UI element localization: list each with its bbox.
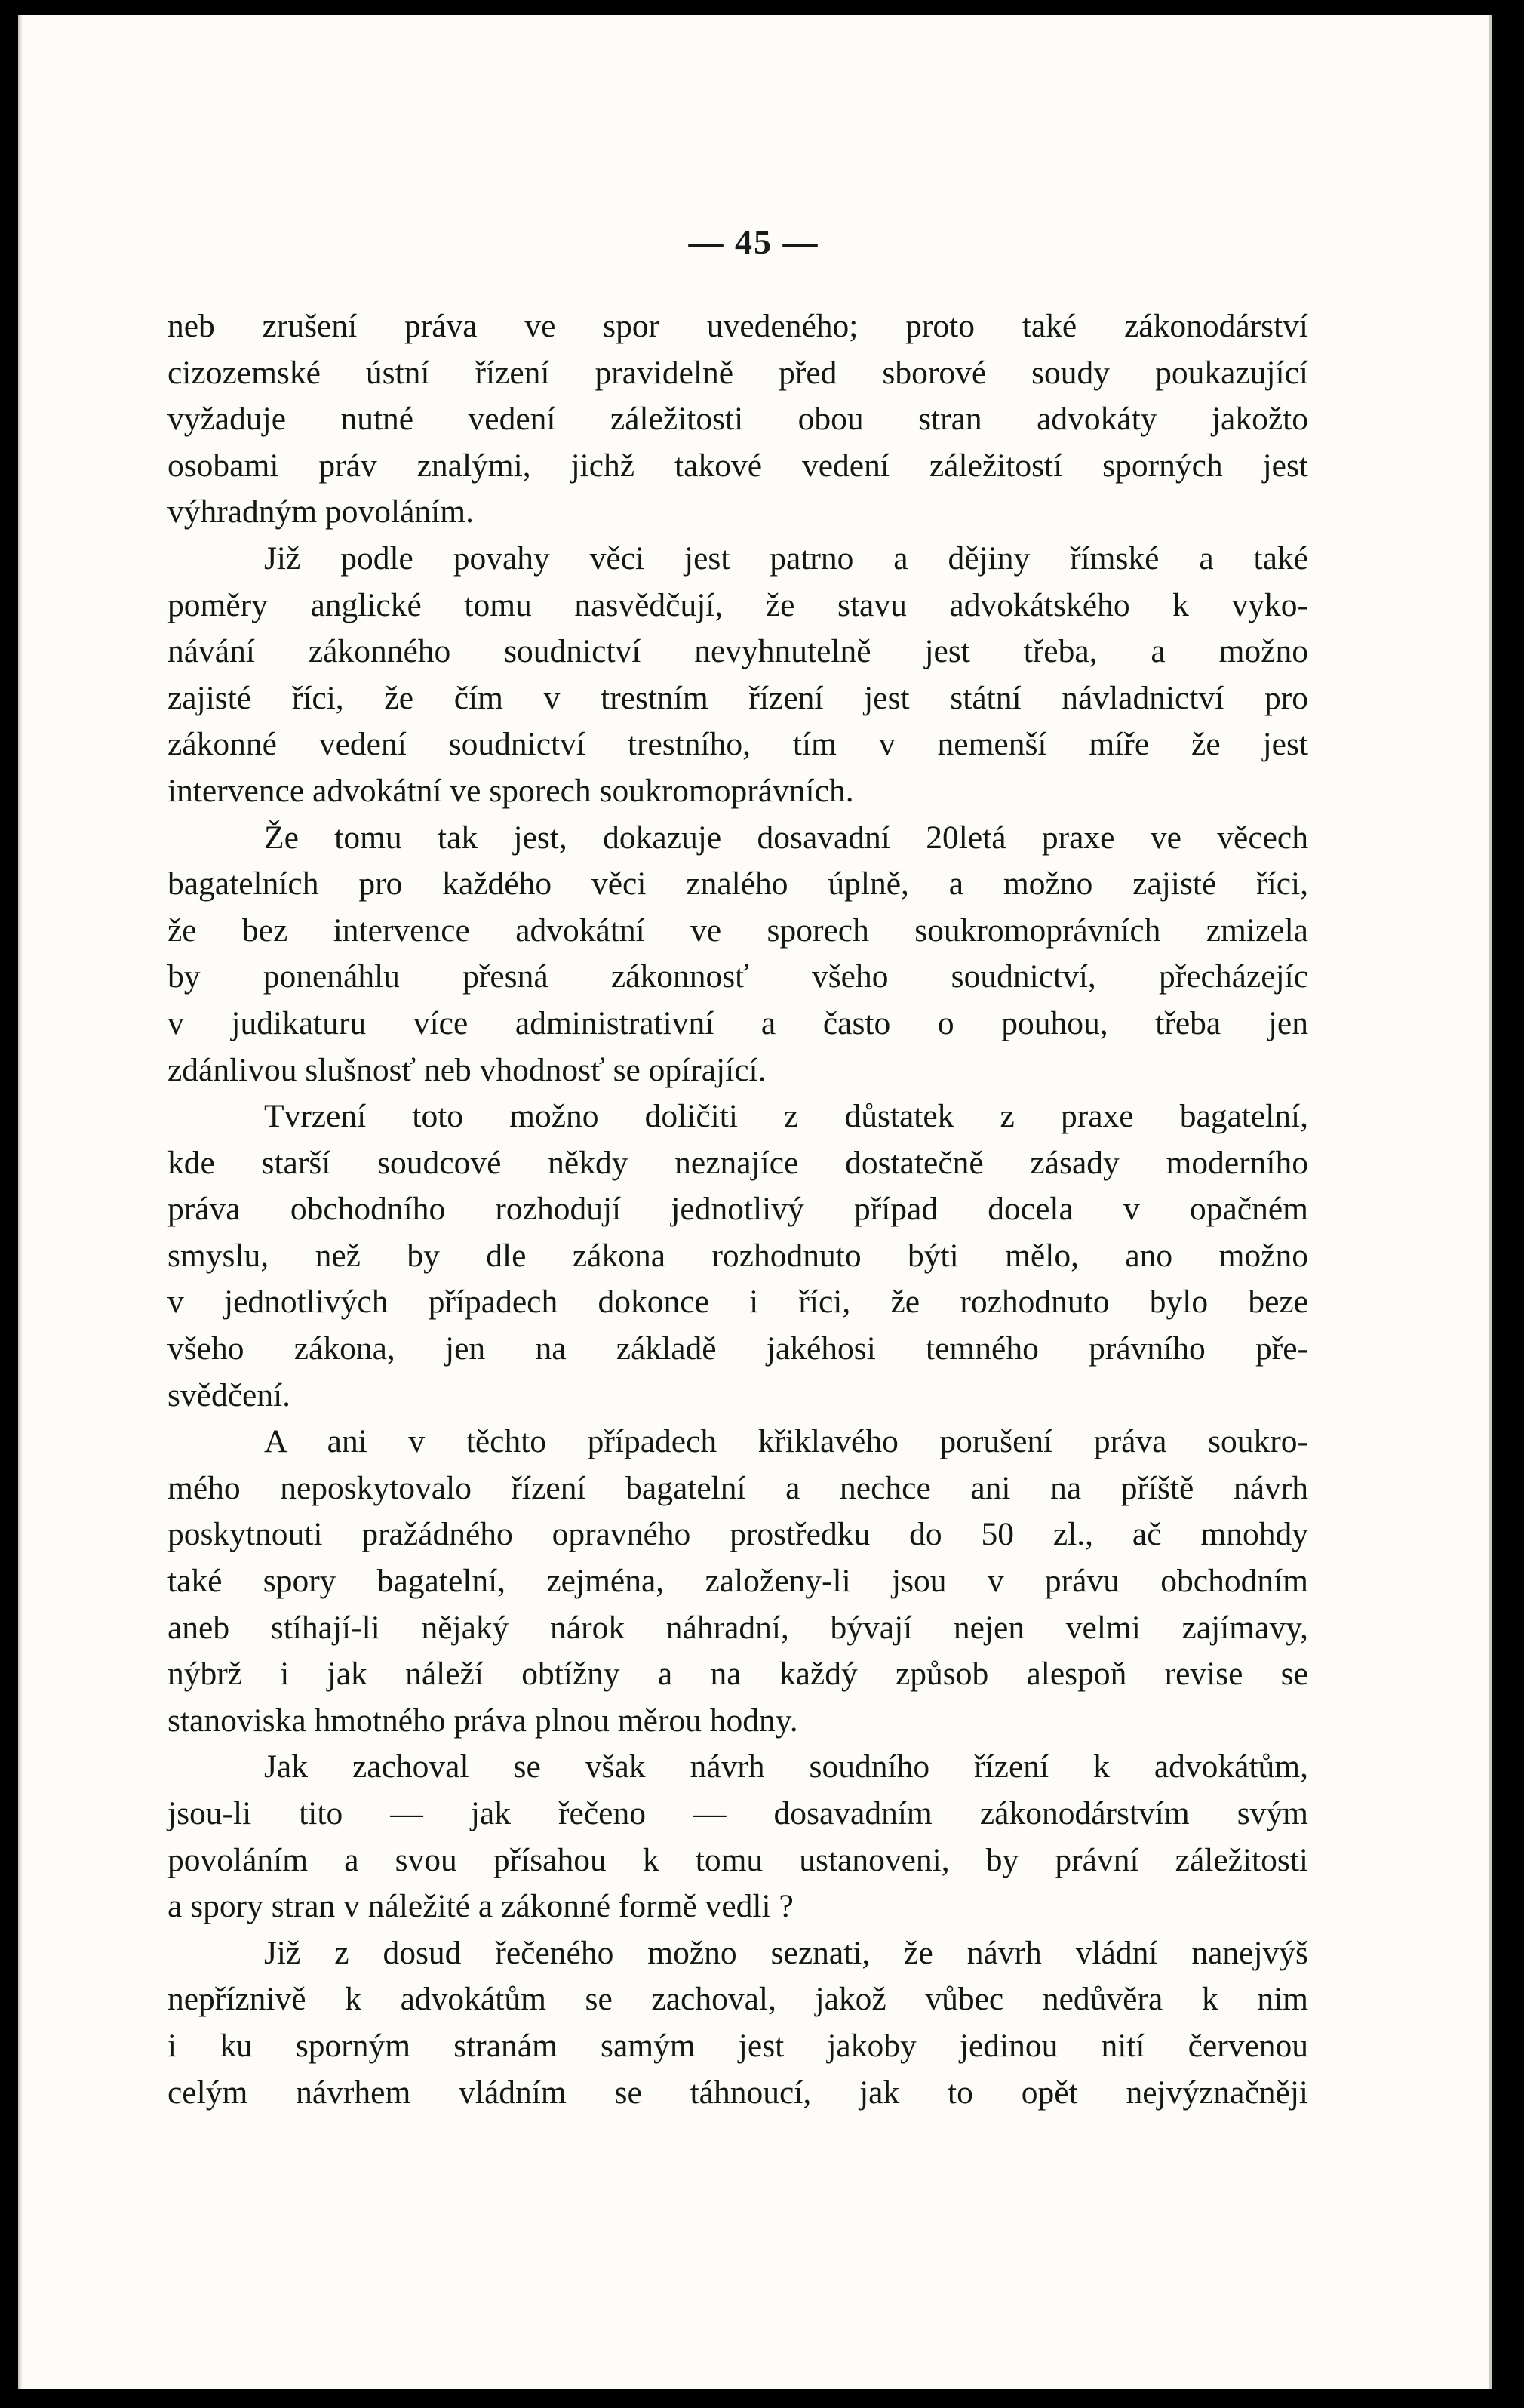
text-line: i ku sporným stranám samým jest jakoby jedinou nití červenou xyxy=(167,2027,1308,2064)
text-line: poměry anglické tomu nasvědčují, že stavu advokátského k vyko- xyxy=(167,586,1308,623)
text-line: intervence advokátní ve sporech soukromoprávních. xyxy=(167,772,854,809)
text-line: nepříznivě k advokátům se zachoval, jakož vůbec nedůvěra k nim xyxy=(167,1981,1308,2018)
text-line: poskytnouti pražádného opravného prostředku do 50 zl., ač mnohdy xyxy=(167,1516,1308,1553)
text-line: cizozemské ústní řízení pravidelně před sborové soudy poukazující xyxy=(167,354,1308,391)
text-line: a spory stran v náležité a zákonné formě vedli ? xyxy=(167,1888,794,1925)
text-line: že bez intervence advokátní ve sporech soukromoprávních zmizela xyxy=(167,912,1308,949)
text-line: výhradným povoláním. xyxy=(167,494,474,530)
text-line: návání zákonného soudnictví nevyhnutelně jest třeba, a možno xyxy=(167,633,1308,670)
text-line: zdánlivou slušnosť neb vhodnosť se opírající. xyxy=(167,1051,767,1088)
text-line: osobami práv znalými, jichž takové vedení záležitostí sporných jest xyxy=(167,447,1308,484)
text-line: stanoviska hmotného práva plnou měrou hodny. xyxy=(167,1702,798,1739)
text-line: svědčení. xyxy=(167,1376,291,1413)
text-line: Tvrzení toto možno doličiti z důstatek z praxe bagatelní, xyxy=(264,1098,1308,1135)
text-line: bagatelních pro každého věci znalého úplně, a možno zajisté říci, xyxy=(167,866,1308,903)
body-text xyxy=(167,303,1308,2116)
text-line: A ani v těchto případech křiklavého porušení práva soukro- xyxy=(264,1423,1308,1460)
page-number: — 45 — xyxy=(688,223,819,261)
text-line: v judikaturu více administrativní a často o pouhou, třeba jen xyxy=(167,1004,1308,1041)
text-line: zákonné vedení soudnictví trestního, tím v nemenší míře že jest xyxy=(167,726,1308,763)
scan-edge xyxy=(18,15,23,2389)
text-line: smyslu, než by dle zákona rozhodnuto býti mělo, ano možno xyxy=(167,1237,1308,1274)
text-line: v jednotlivých případech dokonce i říci, že rozhodnuto bylo beze xyxy=(167,1284,1308,1321)
text-line: Že tomu tak jest, dokazuje dosavadní 20letá praxe ve věcech xyxy=(264,819,1308,856)
text-line: práva obchodního rozhodují jednotlivý případ docela v opačném xyxy=(167,1191,1308,1228)
text-line: nýbrž i jak náleží obtížny a na každý způsob alespoň revise se xyxy=(167,1656,1308,1693)
text-line: zajisté říci, že čím v trestním řízení jest státní návladnictví pro xyxy=(167,679,1308,716)
text-line: všeho zákona, jen na základě jakéhosi temného právního pře- xyxy=(167,1330,1308,1367)
text-line: kde starší soudcové někdy neznajíce dostatečně zásady moderního xyxy=(167,1144,1308,1181)
text-line: Jak zachoval se však návrh soudního řízení k advokátům, xyxy=(264,1748,1308,1785)
book-page xyxy=(18,15,1492,2389)
text-line: vyžaduje nutné vedení záležitosti obou stran advokáty jakožto xyxy=(167,401,1308,438)
text-line: jsou-li tito — jak řečeno — dosavadním zákonodárstvím svým xyxy=(167,1795,1308,1831)
text-line: Již podle povahy věci jest patrno a dějiny římské a také xyxy=(264,540,1308,577)
text-line: by ponenáhlu přesná zákonnosť všeho soudnictví, přecházejíc xyxy=(167,958,1308,995)
text-line: celým návrhem vládním se táhnoucí, jak to opět nejvýznačněji xyxy=(167,2074,1308,2111)
text-line: také spory bagatelní, zejména, založeny-li jsou v právu obchodním xyxy=(167,1563,1308,1600)
text-line: neb zrušení práva ve spor uvedeného; proto také zákonodárství xyxy=(167,308,1308,344)
text-line: povoláním a svou přísahou k tomu ustanoveni, by právní záležitosti xyxy=(167,1841,1308,1878)
text-line: Již z dosud řečeného možno seznati, že návrh vládní nanejvýš xyxy=(264,1934,1308,1971)
text-line: mého neposkytovalo řízení bagatelní a nechce ani na příště návrh xyxy=(167,1469,1308,1506)
text-line: aneb stíhají-li nějaký nárok náhradní, bývají nejen velmi zajímavy, xyxy=(167,1609,1308,1646)
